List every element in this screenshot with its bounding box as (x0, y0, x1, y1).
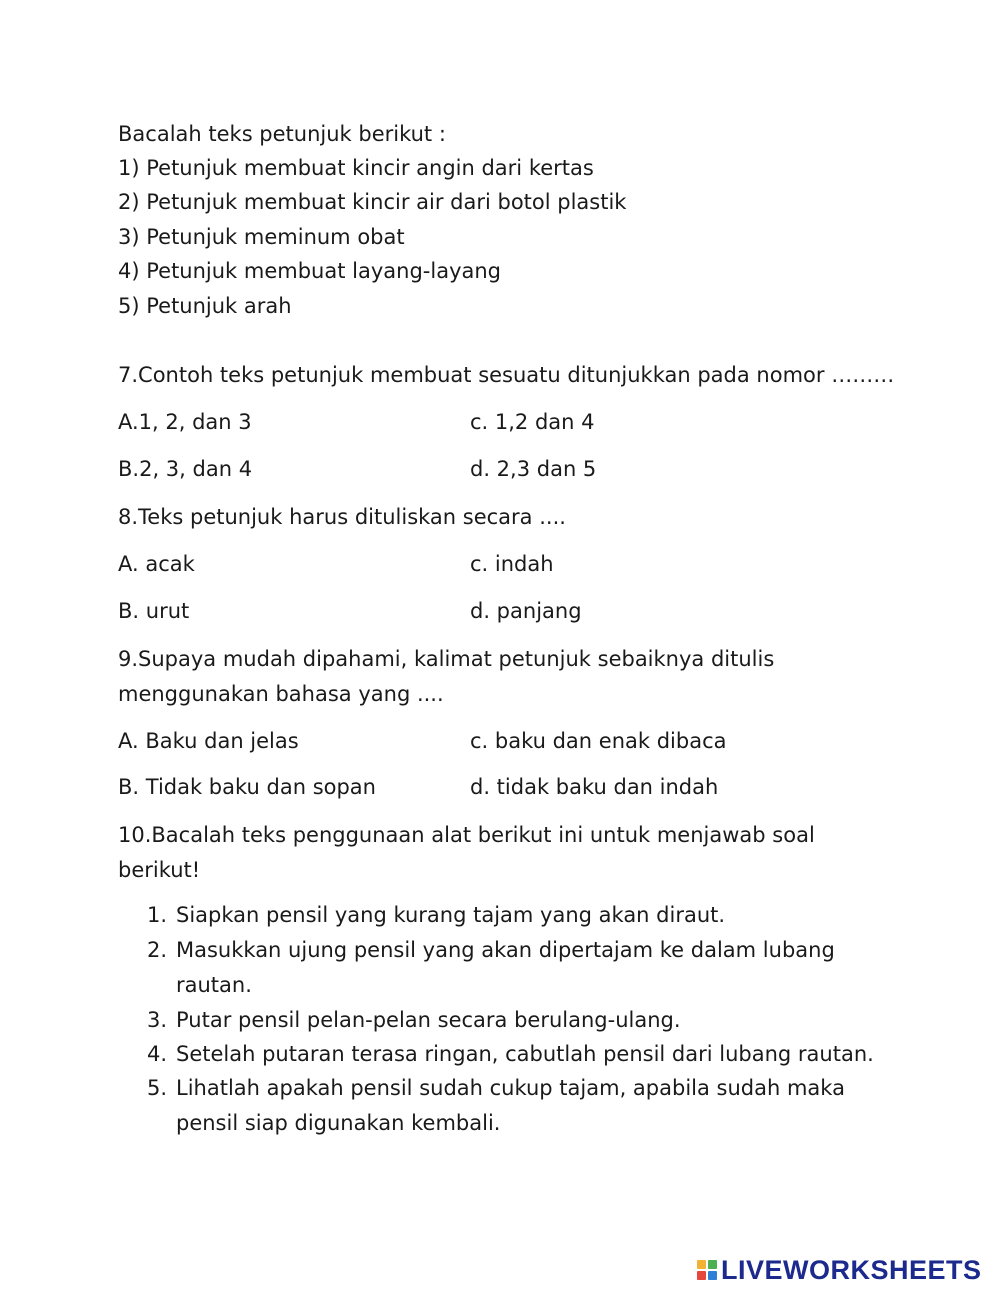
q8-option-d: d. panjang (470, 599, 582, 623)
q7-question: 7.Contoh teks petunjuk membuat sesuatu ditunjukkan pada nomor ……… (118, 363, 895, 387)
q10-step-5-number: 5. (147, 1076, 168, 1100)
liveworksheets-logo-text: LIVEWORKSHEETS (721, 1254, 982, 1285)
liveworksheets-logo-icon (697, 1260, 717, 1280)
q9-question-line1: 9.Supaya mudah dipahami, kalimat petunjuk sebaiknya ditulis (118, 647, 775, 671)
q10-question-line2: berikut! (118, 858, 201, 882)
intro-item-5: 5) Petunjuk arah (118, 294, 292, 318)
q7-option-c: c. 1,2 dan 4 (470, 410, 595, 434)
intro-item-3: 3) Petunjuk meminum obat (118, 225, 405, 249)
q8-option-a: A. acak (118, 552, 195, 576)
q10-step-5-text-line1: Lihatlah apakah pensil sudah cukup tajam, apabila sudah maka (176, 1076, 845, 1100)
q7-option-d: d. 2,3 dan 5 (470, 457, 597, 481)
q10-step-4-text: Setelah putaran terasa ringan, cabutlah pensil dari lubang rautan. (176, 1042, 874, 1066)
q8-option-c: c. indah (470, 552, 554, 576)
q8-option-b: B. urut (118, 599, 190, 623)
q10-step-3-text: Putar pensil pelan-pelan secara berulang-ulang. (176, 1008, 681, 1032)
q9-question-line2: menggunakan bahasa yang .... (118, 682, 444, 706)
q10-question-line1: 10.Bacalah teks penggunaan alat berikut ini untuk menjawab soal (118, 823, 815, 847)
q10-step-4-number: 4. (147, 1042, 168, 1066)
q9-option-b: B. Tidak baku dan sopan (118, 775, 376, 799)
q10-step-2-number: 2. (147, 938, 168, 962)
q9-option-a: A. Baku dan jelas (118, 729, 299, 753)
intro-item-4: 4) Petunjuk membuat layang-layang (118, 259, 502, 283)
q7-option-b: B.2, 3, dan 4 (118, 457, 253, 481)
q10-step-1-text: Siapkan pensil yang kurang tajam yang akan diraut. (176, 903, 726, 927)
q7-option-a: A.1, 2, dan 3 (118, 410, 252, 434)
intro-item-1: 1) Petunjuk membuat kincir angin dari kertas (118, 156, 594, 180)
q9-option-c: c. baku dan enak dibaca (470, 729, 727, 753)
intro-item-2: 2) Petunjuk membuat kincir air dari botol plastik (118, 190, 627, 214)
q9-option-d: d. tidak baku dan indah (470, 775, 719, 799)
q10-step-5-text-line2: pensil siap digunakan kembali. (176, 1111, 501, 1135)
liveworksheets-logo[interactable] (697, 1255, 982, 1285)
q10-step-1-number: 1. (147, 903, 168, 927)
q10-step-3-number: 3. (147, 1008, 168, 1032)
q10-step-2-text-line1: Masukkan ujung pensil yang akan dipertajam ke dalam lubang (176, 938, 835, 962)
intro-heading: Bacalah teks petunjuk berikut : (118, 122, 446, 146)
q8-question: 8.Teks petunjuk harus dituliskan secara .... (118, 505, 566, 529)
q10-step-2-text-line2: rautan. (176, 973, 252, 997)
